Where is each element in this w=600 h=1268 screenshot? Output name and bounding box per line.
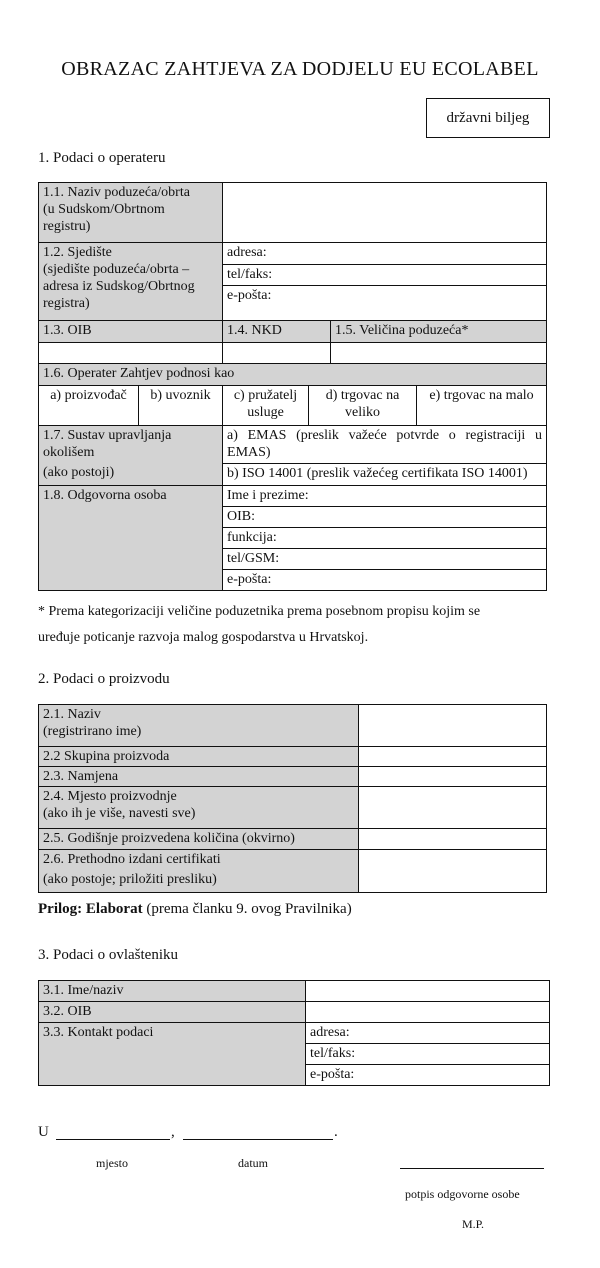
auth-contact-label: 3.3. Kontakt podaci bbox=[39, 1023, 306, 1086]
ems-line3: (ako postoji) bbox=[43, 465, 115, 480]
auth-oib-label: 3.2. OIB bbox=[39, 1002, 306, 1023]
seat-line3: adresa iz Sudskog/Obrtnog bbox=[43, 279, 195, 294]
production-place-line2: (ako ih je više, navesti sve) bbox=[43, 806, 196, 821]
certificates-line1: 2.6. Prethodno izdani certifikati bbox=[43, 852, 221, 867]
date-dot: . bbox=[334, 1124, 338, 1140]
option-manufacturer[interactable]: a) proizvođač bbox=[39, 386, 139, 426]
certificates-line2: (ako postoje; priložiti presliku) bbox=[43, 872, 217, 887]
operator-table bbox=[38, 182, 547, 591]
attachment-rest: (prema članku 9. ovog Pravilnika) bbox=[142, 901, 352, 917]
section1-heading bbox=[38, 150, 165, 167]
ems-line1: 1.7. Sustav upravljanja bbox=[43, 428, 172, 443]
company-name-label bbox=[39, 183, 223, 243]
nkd-label: 1.4. NKD bbox=[223, 321, 331, 343]
oib-label: 1.3. OIB bbox=[39, 321, 223, 343]
place-line[interactable] bbox=[56, 1139, 170, 1140]
place-caption: mjesto bbox=[96, 1156, 128, 1170]
footnote-line2: uređuje poticanje razvoja malog gospodarstva u Hrvatskoj. bbox=[38, 630, 369, 645]
production-place-line1: 2.4. Mjesto proizvodnje bbox=[43, 789, 177, 804]
option-importer[interactable]: b) uvoznik bbox=[139, 386, 223, 426]
footnote-line1: * Prema kategorizaciji veličine poduzetnika prema posebnom propisu kojim se bbox=[38, 604, 481, 619]
certificates-field[interactable] bbox=[359, 850, 547, 893]
size-label: 1.5. Veličina poduzeća* bbox=[331, 321, 547, 343]
ems-iso-option[interactable]: b) ISO 14001 (preslik važećeg certifikata ISO 14001) bbox=[223, 464, 547, 486]
place-prefix: U bbox=[38, 1124, 49, 1140]
nkd-field[interactable] bbox=[223, 343, 331, 364]
option-retailer[interactable]: e) trgovac na malo bbox=[417, 386, 547, 426]
option-d-line2: veliko bbox=[345, 405, 381, 420]
annual-quantity-label: 2.5. Godišnje proizvedena količina (okvirno) bbox=[39, 829, 359, 850]
annual-quantity-field[interactable] bbox=[359, 829, 547, 850]
seat-label bbox=[39, 243, 223, 321]
company-name-field[interactable] bbox=[223, 183, 547, 243]
product-name-line2: (registrirano ime) bbox=[43, 724, 142, 739]
product-name-line1: 2.1. Naziv bbox=[43, 707, 101, 722]
responsible-person-label: 1.8. Odgovorna osoba bbox=[39, 486, 223, 591]
signature-line[interactable] bbox=[400, 1168, 544, 1169]
signature-caption: potpis odgovorne osobe bbox=[405, 1187, 520, 1201]
section2-heading bbox=[38, 671, 170, 688]
option-d-line1: d) trgovac na bbox=[325, 388, 400, 403]
place-comma: , bbox=[171, 1124, 175, 1140]
option-c-line1: c) pružatelj bbox=[233, 388, 298, 403]
attachment-bold: Prilog: Elaborat bbox=[38, 901, 143, 917]
authorized-table bbox=[38, 980, 550, 1086]
auth-name-label: 3.1. Ime/naziv bbox=[39, 981, 306, 1002]
auth-name-field[interactable] bbox=[306, 981, 550, 1002]
oib-field[interactable] bbox=[39, 343, 223, 364]
production-place-label bbox=[39, 787, 359, 829]
company-name-line2: (u Sudskom/Obrtnom bbox=[43, 202, 165, 217]
product-purpose-label: 2.3. Namjena bbox=[39, 767, 359, 787]
responsible-email-field[interactable]: e-pošta: bbox=[223, 570, 547, 591]
seat-address-field[interactable]: adresa: bbox=[223, 243, 547, 265]
certificates-label bbox=[39, 850, 359, 893]
seat-line1: 1.2. Sjedište bbox=[43, 245, 112, 260]
option-service-provider[interactable] bbox=[223, 386, 309, 426]
product-name-label bbox=[39, 705, 359, 747]
stamp-box: državni biljeg bbox=[426, 98, 550, 138]
ems-label bbox=[39, 426, 223, 486]
option-wholesaler[interactable] bbox=[309, 386, 417, 426]
auth-oib-field[interactable] bbox=[306, 1002, 550, 1023]
company-name-line3: registru) bbox=[43, 219, 91, 234]
responsible-function-field[interactable]: funkcija: bbox=[223, 528, 547, 549]
attachment-note bbox=[38, 901, 352, 918]
responsible-oib-field[interactable]: OIB: bbox=[223, 507, 547, 528]
ems-line2: okolišem bbox=[43, 445, 95, 460]
auth-email-field[interactable]: e-pošta: bbox=[306, 1065, 550, 1086]
responsible-phone-field[interactable]: tel/GSM: bbox=[223, 549, 547, 570]
product-purpose-field[interactable] bbox=[359, 767, 547, 787]
seat-email-field[interactable]: e-pošta: bbox=[223, 286, 547, 321]
form-title: OBRAZAC ZAHTJEVA ZA DODJELU EU ECOLABEL bbox=[61, 58, 539, 80]
auth-address-field[interactable]: adresa: bbox=[306, 1023, 550, 1044]
seat-telfax-field[interactable]: tel/faks: bbox=[223, 265, 547, 286]
applicant-type-label: 1.6. Operater Zahtjev podnosi kao bbox=[39, 364, 547, 386]
section1-heading-text: 1. Podaci o operateru bbox=[38, 150, 166, 166]
date-line[interactable] bbox=[183, 1139, 333, 1140]
date-caption: datum bbox=[238, 1156, 268, 1170]
option-c-line2: usluge bbox=[247, 405, 284, 420]
company-name-line1: 1.1. Naziv poduzeća/obrta bbox=[43, 185, 190, 200]
size-field[interactable] bbox=[331, 343, 547, 364]
product-table bbox=[38, 704, 547, 893]
size-footnote bbox=[38, 599, 558, 651]
section3-heading bbox=[38, 947, 178, 964]
seal-caption: M.P. bbox=[462, 1217, 485, 1231]
production-place-field[interactable] bbox=[359, 787, 547, 829]
ems-emas-option[interactable]: a) EMAS (preslik važeće potvrde o registraciji u EMAS) bbox=[223, 426, 547, 464]
seat-line2: (sjedište poduzeća/obrta – bbox=[43, 262, 190, 277]
product-group-label: 2.2 Skupina proizvoda bbox=[39, 747, 359, 767]
auth-telfax-field[interactable]: tel/faks: bbox=[306, 1044, 550, 1065]
section2-heading-text: 2. Podaci o proizvodu bbox=[38, 671, 170, 687]
seat-line4: registra) bbox=[43, 296, 90, 311]
product-group-field[interactable] bbox=[359, 747, 547, 767]
section3-heading-text: 3. Podaci o ovlašteniku bbox=[38, 947, 178, 963]
responsible-name-field[interactable]: Ime i prezime: bbox=[223, 486, 547, 507]
product-name-field[interactable] bbox=[359, 705, 547, 747]
